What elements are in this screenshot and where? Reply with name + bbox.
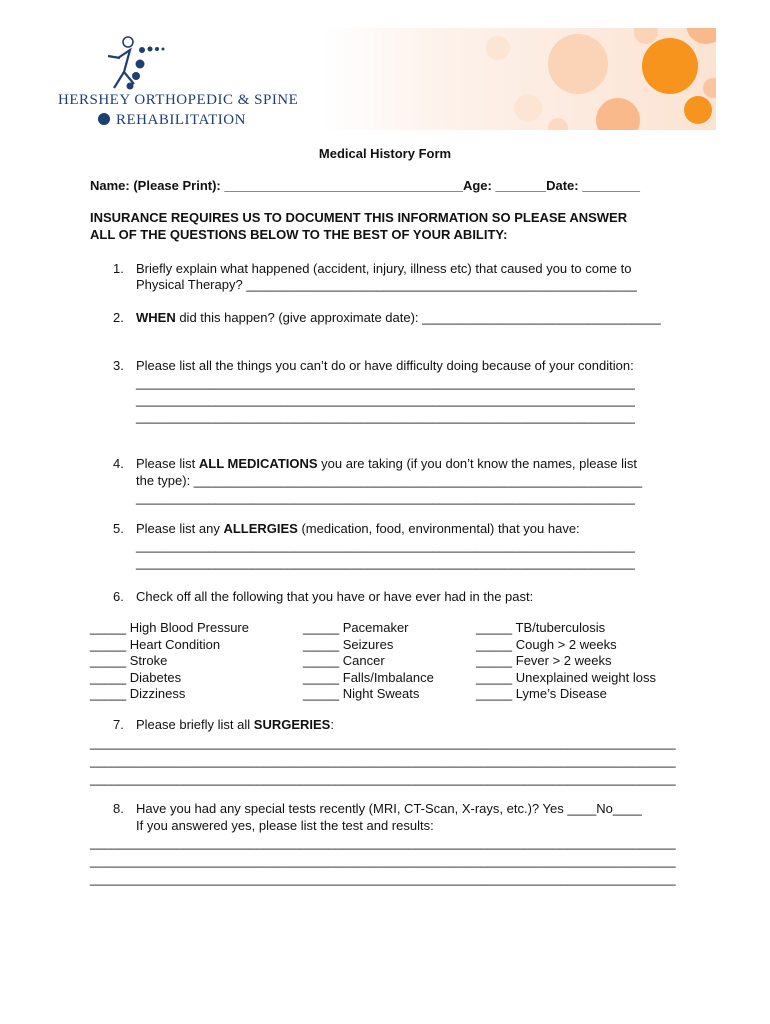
question-number: 8. [113, 801, 124, 816]
answer-line[interactable]: _________________________________________________________________________________ [90, 753, 676, 768]
question-number: 5. [113, 521, 124, 536]
q4-bold: ALL MEDICATIONS [198, 456, 318, 471]
q7-post: : [330, 717, 334, 732]
question-number: 3. [113, 358, 124, 373]
logo [58, 28, 318, 130]
conditions-col-1 [90, 620, 249, 703]
q5-text [136, 521, 580, 537]
answer-line[interactable]: _____________________________________________________________________ [136, 409, 635, 424]
q4-pre: Please list [136, 456, 199, 471]
header-banner [58, 28, 716, 130]
question-number: 4. [113, 456, 124, 471]
q8-text-2: If you answered yes, please list the test and results: [136, 818, 434, 833]
answer-line[interactable]: _____________________________________________________________________ [136, 490, 635, 505]
answer-line[interactable]: _____________________________________________________________________ [136, 538, 635, 553]
q5-post: (medication, food, environmental) that you have: [297, 521, 580, 536]
answer-line[interactable]: _________________________________________________________________________________ [90, 871, 676, 886]
answer-line[interactable]: _________________________________________________________________________________ [90, 771, 676, 786]
q6-text: Check off all the following that you have or have ever had in the past: [136, 589, 534, 604]
condition-item[interactable]: _____ Cancer [303, 653, 385, 668]
condition-item[interactable]: _____ Seizures [303, 636, 394, 652]
q5-bold: ALLERGIES [223, 521, 298, 536]
answer-line[interactable]: _____________________________________________________________________ [136, 555, 635, 570]
q2-bold: WHEN [136, 310, 176, 325]
q4-text-2: the type): ______________________________________________________________ [136, 473, 643, 488]
answer-line[interactable]: _________________________________________________________________________________ [90, 735, 676, 750]
condition-item[interactable]: _____ Stroke [90, 653, 168, 668]
logo-line1: HERSHEY ORTHOPEDIC & SPINE [58, 92, 299, 108]
q8-text: Have you had any special tests recently (MRI, CT-Scan, X-rays, etc.)? Yes ____No____ [136, 801, 642, 816]
conditions-col-2 [303, 620, 434, 703]
page-title: Medical History Form [318, 146, 452, 161]
condition-item[interactable]: _____ Fever > 2 weeks [476, 653, 612, 668]
q7-text [136, 717, 334, 733]
condition-item[interactable]: _____ TB/tuberculosis [476, 620, 606, 635]
condition-item[interactable]: _____ Cough > 2 weeks [476, 636, 617, 652]
q7-bold: SURGERIES [253, 717, 331, 732]
q5-pre: Please list any [136, 521, 224, 536]
q2-text [136, 310, 661, 326]
question-number: 7. [113, 717, 124, 732]
question-number: 2. [113, 310, 124, 325]
condition-item[interactable]: _____ Pacemaker [303, 620, 409, 635]
q1-text-2: Physical Therapy? ______________________________________________________ [136, 277, 637, 292]
answer-line[interactable]: _________________________________________________________________________________ [90, 853, 676, 868]
logo-line2: REHABILITATION [116, 112, 246, 128]
condition-item[interactable]: _____ Diabetes [90, 669, 182, 685]
q2-rest: did this happen? (give approximate date): _________________________________ [175, 310, 661, 325]
insurance-notice-2: ALL OF THE QUESTIONS BELOW TO THE BEST OF YOUR ABILITY: [90, 227, 508, 242]
question-number: 1. [113, 261, 124, 276]
conditions-col-3 [476, 620, 656, 703]
condition-item[interactable]: _____ Falls/Imbalance [303, 669, 434, 685]
condition-item[interactable]: _____ Dizziness [90, 686, 186, 701]
answer-line[interactable]: _____________________________________________________________________ [136, 392, 635, 407]
q1-text: Briefly explain what happened (accident, injury, illness etc) that caused you to come to [136, 261, 632, 276]
q3-text: Please list all the things you can’t do or have difficulty doing because of your condition: [136, 358, 634, 373]
insurance-notice-1: INSURANCE REQUIRES US TO DOCUMENT THIS INFORMATION SO PLEASE ANSWER [90, 210, 628, 225]
condition-item[interactable]: _____ Lyme’s Disease [476, 686, 607, 701]
q4-text [136, 456, 637, 472]
condition-item[interactable]: _____ High Blood Pressure [90, 620, 249, 635]
condition-item[interactable]: _____ Night Sweats [303, 686, 420, 701]
answer-line[interactable]: _________________________________________________________________________________ [90, 835, 676, 850]
question-number: 6. [113, 589, 124, 604]
q4-post: you are taking (if you don’t know the names, please list [317, 456, 637, 471]
q7-pre: Please briefly list all [136, 717, 254, 732]
condition-item[interactable]: _____ Unexplained weight loss [476, 669, 656, 685]
name-age-date-line: Name: (Please Print): _________________________________Age: _______Date: ________ [90, 178, 641, 193]
condition-item[interactable]: _____ Heart Condition [90, 636, 221, 652]
answer-line[interactable]: _____________________________________________________________________ [136, 375, 635, 390]
